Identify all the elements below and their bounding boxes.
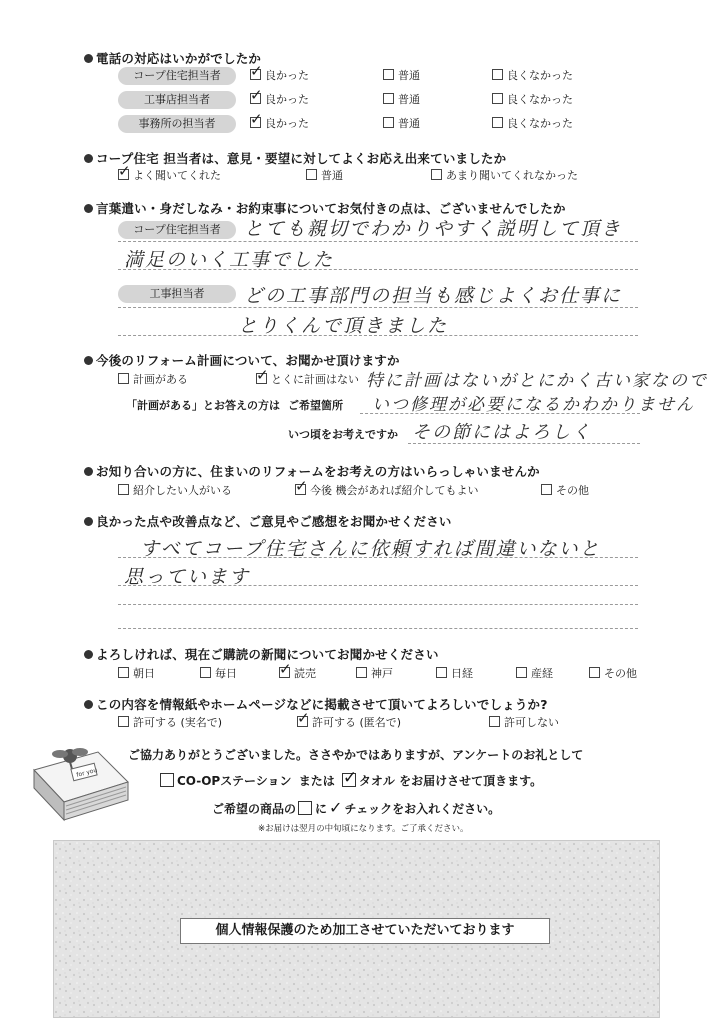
q6-line-4 [118,628,638,629]
q4-option-has-plan[interactable]: 計画がある [118,373,188,387]
q3-line-3 [118,307,638,308]
q6-answer-line1: すべてコープ住宅さんに依頼すれば間違いないと [140,538,601,560]
q7-option-kobe[interactable]: 神戸 [356,667,393,681]
q5-title: お知り合いの方に、住まいのリフォームをお考えの方はいらっしゃいませんか [84,462,540,480]
q5-option-other[interactable]: その他 [541,484,589,498]
q1-row2-bad[interactable]: 良くなかった [492,93,573,107]
thanks-line1: ご協力ありがとうございました。ささやかではありますが、アンケートのお礼として [128,748,584,762]
check-icon: ✓ [329,798,343,817]
q4-when-answer: その節にはよろしく [412,422,592,443]
q1-row3-bad[interactable]: 良くなかった [492,117,573,131]
q1-title: 電話の対応はいかがでしたか [84,49,261,67]
q1-row1-good[interactable]: ✓ 良かった [250,62,309,82]
q2-option-listened[interactable]: ✓ よく聞いてくれた [118,162,221,182]
q4-title: 今後のリフォーム計画について、お聞かせ頂けますか [84,351,400,369]
thanks-line3: ご希望の商品の に ✓ チェックをお入れください。 [212,798,501,817]
coop-station-checkbox[interactable] [160,773,174,787]
q8-title: この内容を情報紙やホームページなどに掲載させて頂いてよろしいでしょうか? [84,695,548,713]
privacy-notice: 個人情報保護のため加工させていただいております [180,918,550,944]
q3-title: 言葉遣い・身だしなみ・お約束事についてお気付きの点は、ございませんでしたか [84,199,566,217]
thanks-line2-end: をお届けさせて頂きます。 [399,774,543,788]
q1-row3-normal[interactable]: 普通 [383,117,420,131]
q4-option-no-plan[interactable]: ✓ とくに計画はない [256,366,359,386]
q4-line-1 [360,413,640,414]
q3-line-2 [118,269,638,270]
q4-answer-line2: いつ修理が必要になるかわかりません [372,395,695,415]
coop-station-label: CO-OPステーション [177,774,292,788]
q4-place-label: ご希望箇所 [288,399,343,412]
q7-title: よろしければ、現在ご購読の新聞についてお聞かせください [84,645,439,663]
q1-row1-normal[interactable]: 普通 [383,69,420,83]
q3-coop-label: コープ住宅担当者 [118,221,236,239]
q1-row1-label: コープ住宅担当者 [118,67,236,85]
q1-row2-label: 工事店担当者 [118,91,236,109]
q4-answer-line1: 特に計画はないがとにかく古い家なので [366,371,708,391]
q7-option-mainichi[interactable]: 毎日 [200,667,237,681]
q8-option-anonymous[interactable]: ✓ 許可する (匿名で) [297,709,402,729]
q2-option-not-listened[interactable]: あまり聞いてくれなかった [431,169,578,183]
q6-title: 良かった点や改善点など、ご意見やご感想をお聞かせください [84,512,452,530]
thanks-line2 [160,768,543,789]
q6-line-2 [118,585,638,586]
q1-row3-label: 事務所の担当者 [118,115,236,133]
q6-line-3 [118,604,638,605]
q3-koji-label: 工事担当者 [118,285,236,303]
q4-when-label: いつ頃をお考えですか [288,428,398,441]
q8-option-no[interactable]: 許可しない [489,716,559,730]
q7-option-yomiuri[interactable]: ✓ 読売 [279,660,316,680]
q4-prompt: 「計画がある」とお答えの方は [126,399,280,412]
towel-label: タオル [358,774,395,788]
q6-line-1 [118,557,638,558]
q1-row2-good[interactable]: ✓ 良かった [250,86,309,106]
q1-row3-good[interactable]: ✓ 良かった [250,110,309,130]
q5-option-introduce[interactable]: 紹介したい人がいる [118,484,232,498]
q7-option-nikkei[interactable]: 日経 [436,667,473,681]
q6-answer-line2: 思っています [124,566,251,588]
or-label: または [298,774,335,788]
example-box [298,801,312,815]
q7-option-other[interactable]: その他 [589,667,637,681]
gift-book-icon [28,742,133,827]
q1-row1-bad[interactable]: 良くなかった [492,69,573,83]
q5-option-future[interactable]: ✓ 今後 機会があれば紹介してもよい [295,477,479,497]
q3-line-1 [118,241,638,242]
q7-option-sankei[interactable]: 産経 [516,667,553,681]
q4-line-2 [408,443,640,444]
q8-option-real-name[interactable]: 許可する (実名で) [118,716,222,730]
q3-coop-answer-line1: とても親切でわかりやすく説明して頂き [244,218,623,240]
q2-title: コープ住宅 担当者は、意見・要望に対してよくお応え出来ていましたか [84,149,506,167]
q3-coop-answer-line2: 満足のいく工事でした [124,249,335,271]
q1-row2-normal[interactable]: 普通 [383,93,420,107]
gift-tag-text: for you [75,766,99,779]
delivery-note: ※お届けは翌月の中旬頃になります。ご了承ください。 [258,824,469,834]
towel-checkbox[interactable]: ✓ [342,768,358,788]
q7-option-asahi[interactable]: 朝日 [118,667,155,681]
q3-line-4 [118,335,638,336]
q2-option-normal[interactable]: 普通 [306,169,343,183]
q3-koji-answer-line1: どの工事部門の担当も感じよくお仕事に [244,285,623,307]
q3-koji-answer-line2: とりくんで頂きました [238,315,449,337]
